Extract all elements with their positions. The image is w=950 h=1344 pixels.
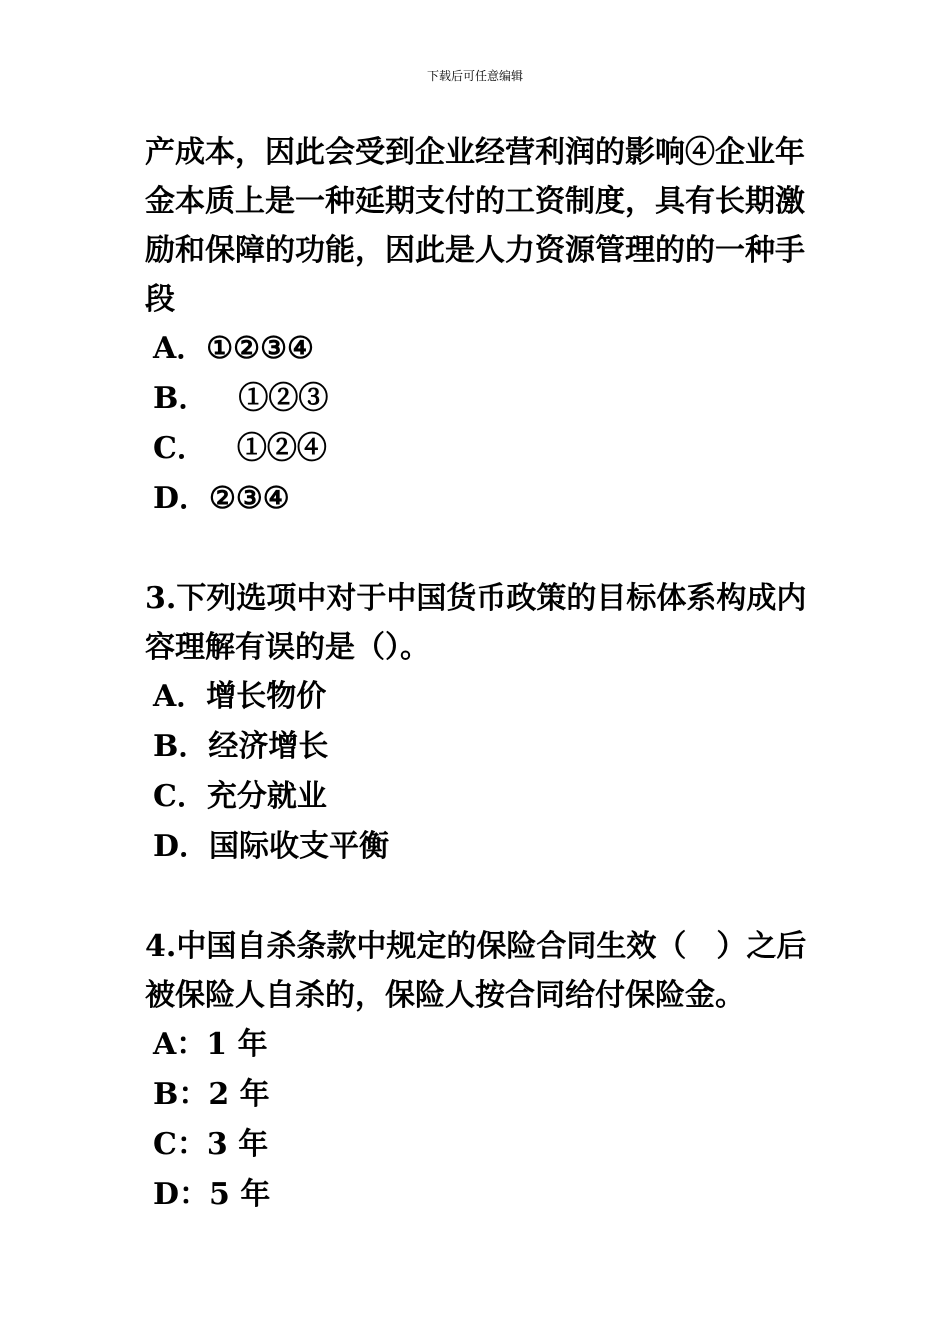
question-3-options — [145, 672, 810, 872]
question-2-continuation: 产成本，因此会受到企业经营利润的影响④企业年金本质上是一种延期支付的工资制度，具有长期激励和保障的功能，因此是人力资源管理的的一种手段 — [145, 135, 805, 317]
question-4-option-b: B：2 年 — [153, 1077, 270, 1112]
question-3-option-a: A．增长物价 — [153, 679, 327, 714]
question-2-option-b: B． ①②③ — [153, 381, 329, 416]
question-2-option-d: D．②③④ — [153, 481, 290, 516]
question-3-option-d: D．国际收支平衡 — [153, 829, 390, 864]
question-4-options — [145, 1020, 810, 1220]
question-4-option-a: A：1 年 — [153, 1027, 268, 1062]
spacer — [145, 524, 810, 574]
question-2-options — [145, 324, 810, 524]
page-header: 下载后可任意编辑 — [426, 69, 523, 83]
question-3-option-b: B．经济增长 — [153, 729, 329, 764]
spacer — [145, 872, 810, 922]
document-body — [145, 128, 810, 1220]
question-4-option-d: D：5 年 — [153, 1177, 271, 1212]
question-4-stem: 4.中国自杀条款中规定的保险合同生效（ ）之后被保险人自杀的，保险人按合同给付保险金。 — [145, 929, 807, 1013]
question-2-option-c: C． ①②④ — [153, 431, 327, 466]
question-4-option-c: C：3 年 — [153, 1127, 269, 1162]
question-3-stem: 3.下列选项中对于中国货币政策的目标体系构成内容理解有误的是（）。 — [145, 581, 807, 665]
question-3-option-c: C．充分就业 — [153, 779, 327, 814]
question-2-option-a: A．①②③④ — [153, 331, 314, 366]
